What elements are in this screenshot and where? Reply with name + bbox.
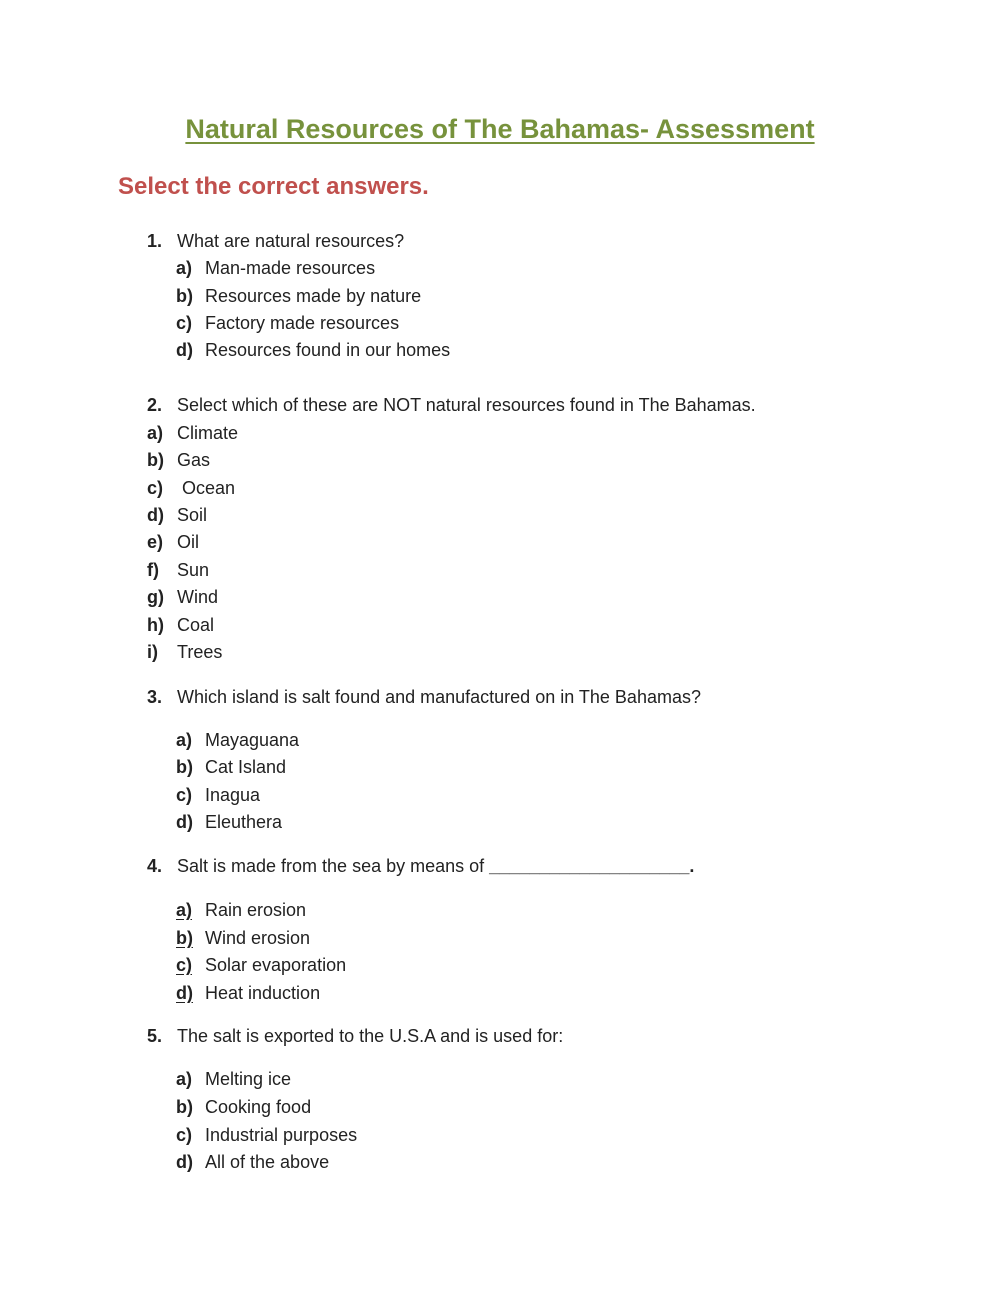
option-label: d) [176,983,193,1003]
option-item[interactable] [147,422,238,444]
option-text: Wind erosion [205,928,311,948]
answer-blank: ____________________. [489,856,695,876]
question-2 [147,394,756,416]
question-number: 1. [147,231,163,251]
option-item[interactable] [147,614,214,636]
option-text: Cat Island [205,757,287,777]
option-item[interactable] [176,257,375,279]
option-text: Oil [177,532,199,552]
question-number: 2. [147,395,163,415]
option-item[interactable] [176,784,260,806]
option-text: All of the above [205,1152,330,1172]
option-item[interactable] [176,339,450,361]
question-text: Salt is made from the sea by means of [177,856,490,876]
option-item[interactable] [176,927,310,949]
option-text: Gas [177,450,211,470]
option-label: d) [176,340,193,360]
option-label: i) [147,642,158,662]
page-title: Natural Resources of The Bahamas- Assessment [185,114,815,144]
option-label: e) [147,532,164,552]
instruction-heading: Select the correct answers. [118,173,429,200]
option-text: Inagua [205,785,261,805]
option-text: Ocean [177,478,236,498]
option-text: Trees [177,642,223,662]
option-text: Industrial purposes [205,1125,358,1145]
option-item[interactable] [176,1096,311,1118]
option-item[interactable] [147,586,218,608]
option-item[interactable] [176,899,306,921]
option-item[interactable] [176,982,320,1004]
option-label: h) [147,615,164,635]
option-text: Sun [177,560,210,580]
option-item[interactable] [176,285,421,307]
option-text: Coal [177,615,215,635]
option-text: Cooking food [205,1097,312,1117]
option-label: b) [176,286,193,306]
question-text: The salt is exported to the U.S.A and is used for: [177,1026,564,1046]
option-item[interactable] [147,504,207,526]
option-text: Rain erosion [205,900,307,920]
option-item[interactable] [176,312,399,334]
question-4 [147,855,694,877]
option-label: c) [176,785,193,805]
option-label: g) [147,587,164,607]
option-label: f) [147,560,159,580]
option-label: b) [147,450,164,470]
option-label: d) [176,812,193,832]
option-text: Eleuthera [205,812,283,832]
option-text: Climate [177,423,239,443]
option-item[interactable] [176,1068,291,1090]
option-text: Resources found in our homes [205,340,451,360]
option-label: c) [176,955,193,975]
option-item[interactable] [176,729,299,751]
option-label: b) [176,757,193,777]
option-text: Solar evaporation [205,955,347,975]
question-text: Which island is salt found and manufactured on in The Bahamas? [177,687,701,707]
option-text: Melting ice [205,1069,292,1089]
option-label: a) [147,423,164,443]
question-number: 3. [147,687,163,707]
question-number: 5. [147,1026,163,1046]
option-label: c) [176,1125,193,1145]
question-5 [147,1025,563,1047]
option-item[interactable] [147,559,209,581]
option-item[interactable] [147,531,199,553]
question-number: 4. [147,856,163,876]
option-item[interactable] [176,954,346,976]
option-label: a) [176,258,193,278]
option-label: a) [176,730,193,750]
option-label: a) [176,900,193,920]
question-text: Select which of these are NOT natural resources found in The Bahamas. [177,395,756,415]
option-item[interactable] [147,641,222,663]
option-text: Mayaguana [205,730,300,750]
option-label: d) [176,1152,193,1172]
option-text: Resources made by nature [205,286,422,306]
option-text: Factory made resources [205,313,400,333]
option-item[interactable] [176,1124,357,1146]
option-label: a) [176,1069,193,1089]
option-text: Wind [177,587,219,607]
option-item[interactable] [176,756,286,778]
option-label: d) [147,505,164,525]
option-label: b) [176,928,193,948]
question-text: What are natural resources? [177,231,405,251]
option-label: c) [147,478,164,498]
option-item[interactable] [147,449,210,471]
option-text: Soil [177,505,208,525]
question-1 [147,230,404,252]
question-3 [147,686,701,708]
option-item[interactable] [176,1151,329,1173]
option-label: c) [176,313,193,333]
option-label: b) [176,1097,193,1117]
option-item[interactable] [147,477,235,499]
option-text: Man-made resources [205,258,376,278]
option-item[interactable] [176,811,282,833]
option-text: Heat induction [205,983,321,1003]
